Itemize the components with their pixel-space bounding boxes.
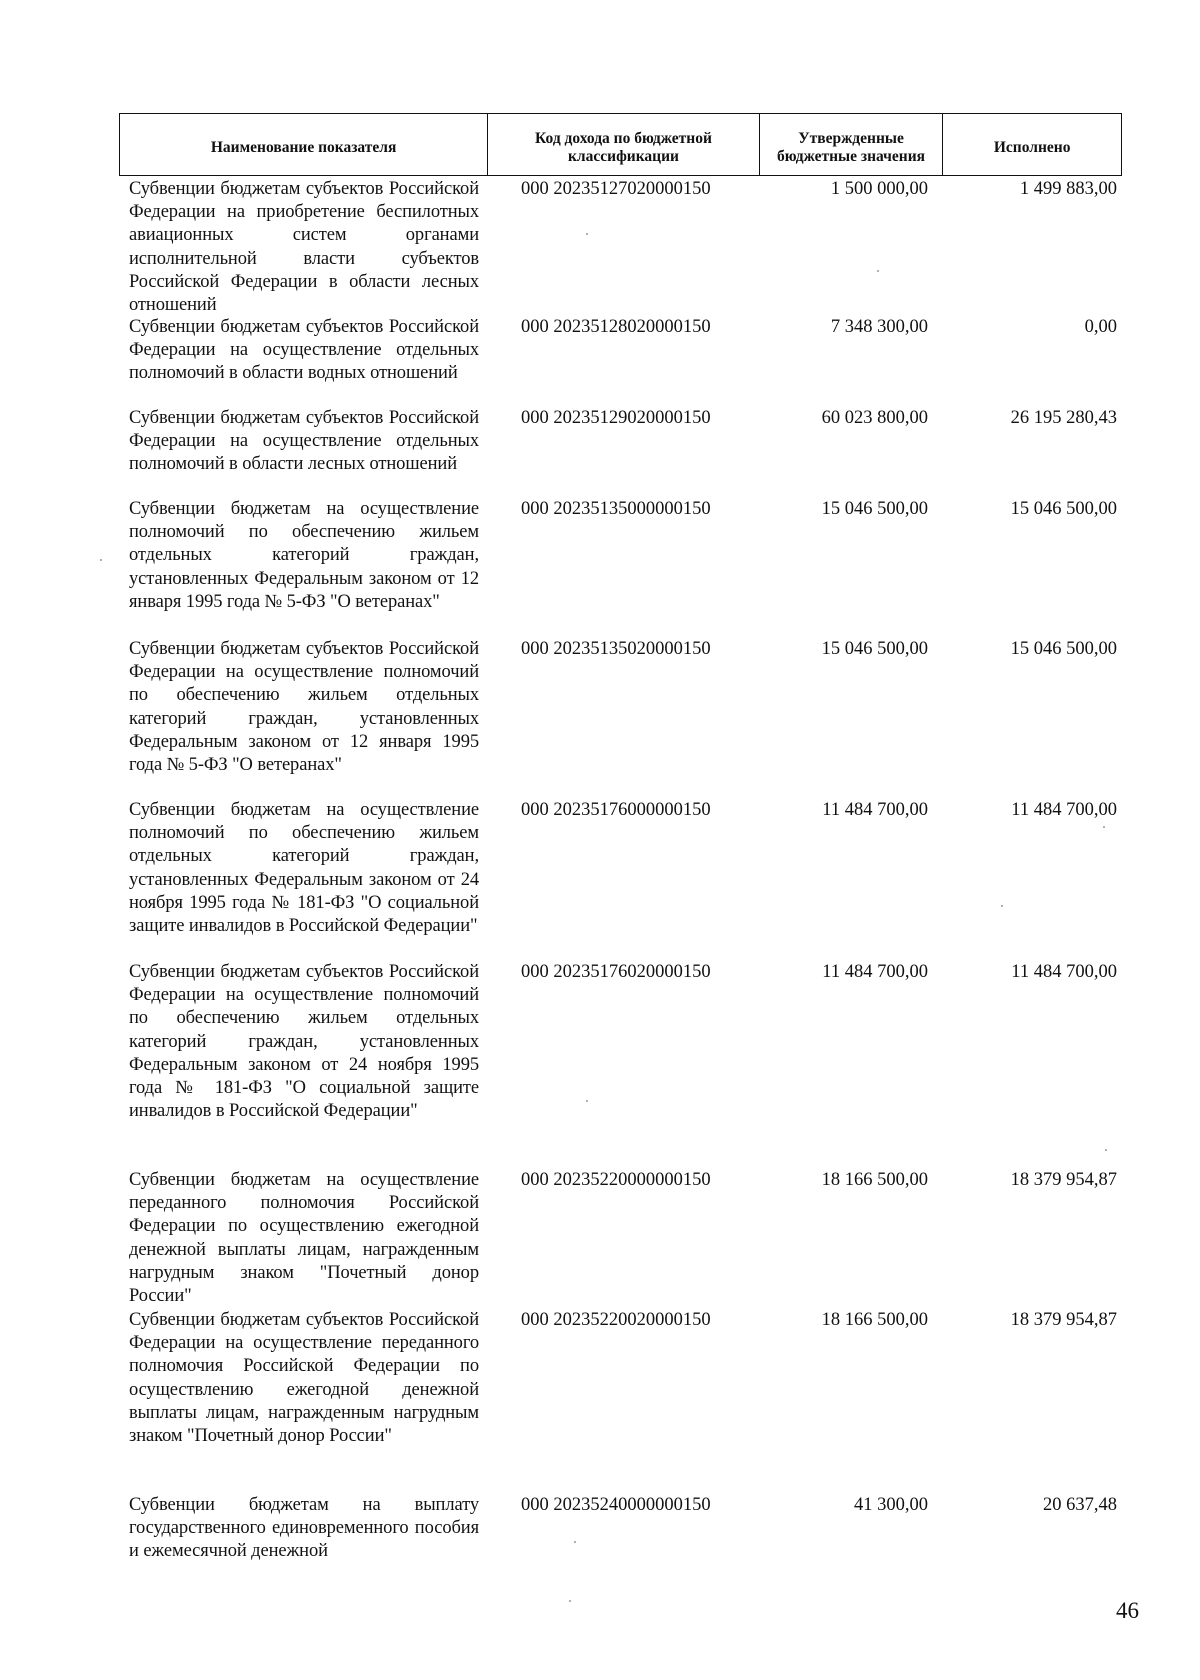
row-approved: 15 046 500,00 <box>821 639 928 659</box>
header-approved: Утвержденные бюджетные значения <box>760 114 944 175</box>
row-name: Субвенции бюджетам на осуществление переданного полномочия Российской Федерации по осуществлению ежегодной денежной выплаты лицам, награжденным нагрудным знаком "Почетный донор России" <box>129 1170 479 1307</box>
row-code: 000 20235129020000150 <box>521 408 711 428</box>
row-approved: 7 348 300,00 <box>830 317 928 337</box>
row-executed: 26 195 280,43 <box>1010 408 1117 428</box>
row-approved: 60 023 800,00 <box>821 408 928 428</box>
scan-speck <box>877 270 879 272</box>
row-name: Субвенции бюджетам субъектов Российской Федерации на приобретение беспилотных авиационных систем органами исполнительной власти субъектов Российской Федерации в области лесных отношений <box>129 179 479 316</box>
scan-speck <box>569 1600 571 1602</box>
table-row <box>0 638 1200 799</box>
row-code: 000 20235127020000150 <box>521 179 711 199</box>
row-executed: 11 484 700,00 <box>1011 962 1117 982</box>
row-approved: 11 484 700,00 <box>822 800 928 820</box>
row-approved: 11 484 700,00 <box>822 962 928 982</box>
row-executed: 15 046 500,00 <box>1010 499 1117 519</box>
row-name: Субвенции бюджетам на выплату государственного единовременного пособия и ежемесячной денежной <box>129 1495 479 1562</box>
row-code: 000 20235135000000150 <box>521 499 711 519</box>
row-executed: 0,00 <box>1084 317 1117 337</box>
table-row <box>0 1494 1200 1569</box>
row-code: 000 20235220000000150 <box>521 1170 711 1190</box>
row-approved: 41 300,00 <box>854 1495 928 1515</box>
page-number: 46 <box>1116 1598 1139 1623</box>
row-name: Субвенции бюджетам субъектов Российской Федерации на осуществление отдельных полномочий в области водных отношений <box>129 317 479 384</box>
row-code: 000 20235135020000150 <box>521 639 711 659</box>
header-code: Код дохода по бюджетной классификации <box>488 114 759 175</box>
table-row <box>0 407 1200 498</box>
row-approved: 18 166 500,00 <box>821 1170 928 1190</box>
table-row <box>0 1169 1200 1309</box>
scan-speck <box>574 1541 576 1543</box>
row-name: Субвенции бюджетам субъектов Российской Федерации на осуществление полномочий по обеспечению жильем отдельных категорий граждан, установленных Федеральным законом от 12 января 1995 года № 5-ФЗ "О ветеранах" <box>129 639 479 776</box>
scan-speck <box>100 559 102 561</box>
table-row <box>0 316 1200 407</box>
row-executed: 20 637,48 <box>1043 1495 1117 1515</box>
table-row <box>0 498 1200 638</box>
row-executed: 11 484 700,00 <box>1011 800 1117 820</box>
table-row <box>0 961 1200 1169</box>
row-executed: 15 046 500,00 <box>1010 639 1117 659</box>
row-code: 000 20235176000000150 <box>521 800 711 820</box>
table-body <box>0 178 1200 1569</box>
scan-speck <box>1103 826 1105 828</box>
row-name: Субвенции бюджетам на осуществление полномочий по обеспечению жильем отдельных категорий граждан, установленных Федеральным законом от 24 ноября 1995 года № 181-ФЗ "О социальной защите инвалидов в Российской Федерации" <box>129 800 479 937</box>
row-name: Субвенции бюджетам на осуществление полномочий по обеспечению жильем отдельных категорий граждан, установленных Федеральным законом от 12 января 1995 года № 5-ФЗ "О ветеранах" <box>129 499 479 612</box>
row-code: 000 20235240000000150 <box>521 1495 711 1515</box>
table-header <box>119 113 1122 176</box>
header-executed: Исполнено <box>993 138 1071 156</box>
table-row <box>0 1309 1200 1494</box>
table-row <box>0 178 1200 316</box>
row-approved: 18 166 500,00 <box>821 1310 928 1330</box>
row-name: Субвенции бюджетам субъектов Российской Федерации на осуществление полномочий по обеспечению жильем отдельных категорий граждан, установленных Федеральным законом от 24 ноября 1995 года № 181-ФЗ "О социальной защите инвалидов в Российской Федерации" <box>129 962 479 1122</box>
scan-speck <box>1001 905 1003 907</box>
row-approved: 1 500 000,00 <box>830 179 928 199</box>
row-name: Субвенции бюджетам субъектов Российской Федерации на осуществление отдельных полномочий в области лесных отношений <box>129 408 479 475</box>
header-name: Наименование показателя <box>120 114 488 175</box>
row-code: 000 20235220020000150 <box>521 1310 711 1330</box>
row-code: 000 20235176020000150 <box>521 962 711 982</box>
table-row <box>0 799 1200 961</box>
row-executed: 18 379 954,87 <box>1010 1170 1117 1190</box>
row-executed: 18 379 954,87 <box>1010 1310 1117 1330</box>
row-name: Субвенции бюджетам субъектов Российской Федерации на осуществление переданного полномочия Российской Федерации по осуществлению ежегодной денежной выплаты лицам, награжденным нагрудным знаком "Почетный донор России" <box>129 1310 479 1447</box>
scan-speck <box>586 233 588 235</box>
scan-speck <box>586 1100 588 1102</box>
row-executed: 1 499 883,00 <box>1019 179 1117 199</box>
row-code: 000 20235128020000150 <box>521 317 711 337</box>
scan-speck <box>1105 1149 1107 1151</box>
row-approved: 15 046 500,00 <box>821 499 928 519</box>
